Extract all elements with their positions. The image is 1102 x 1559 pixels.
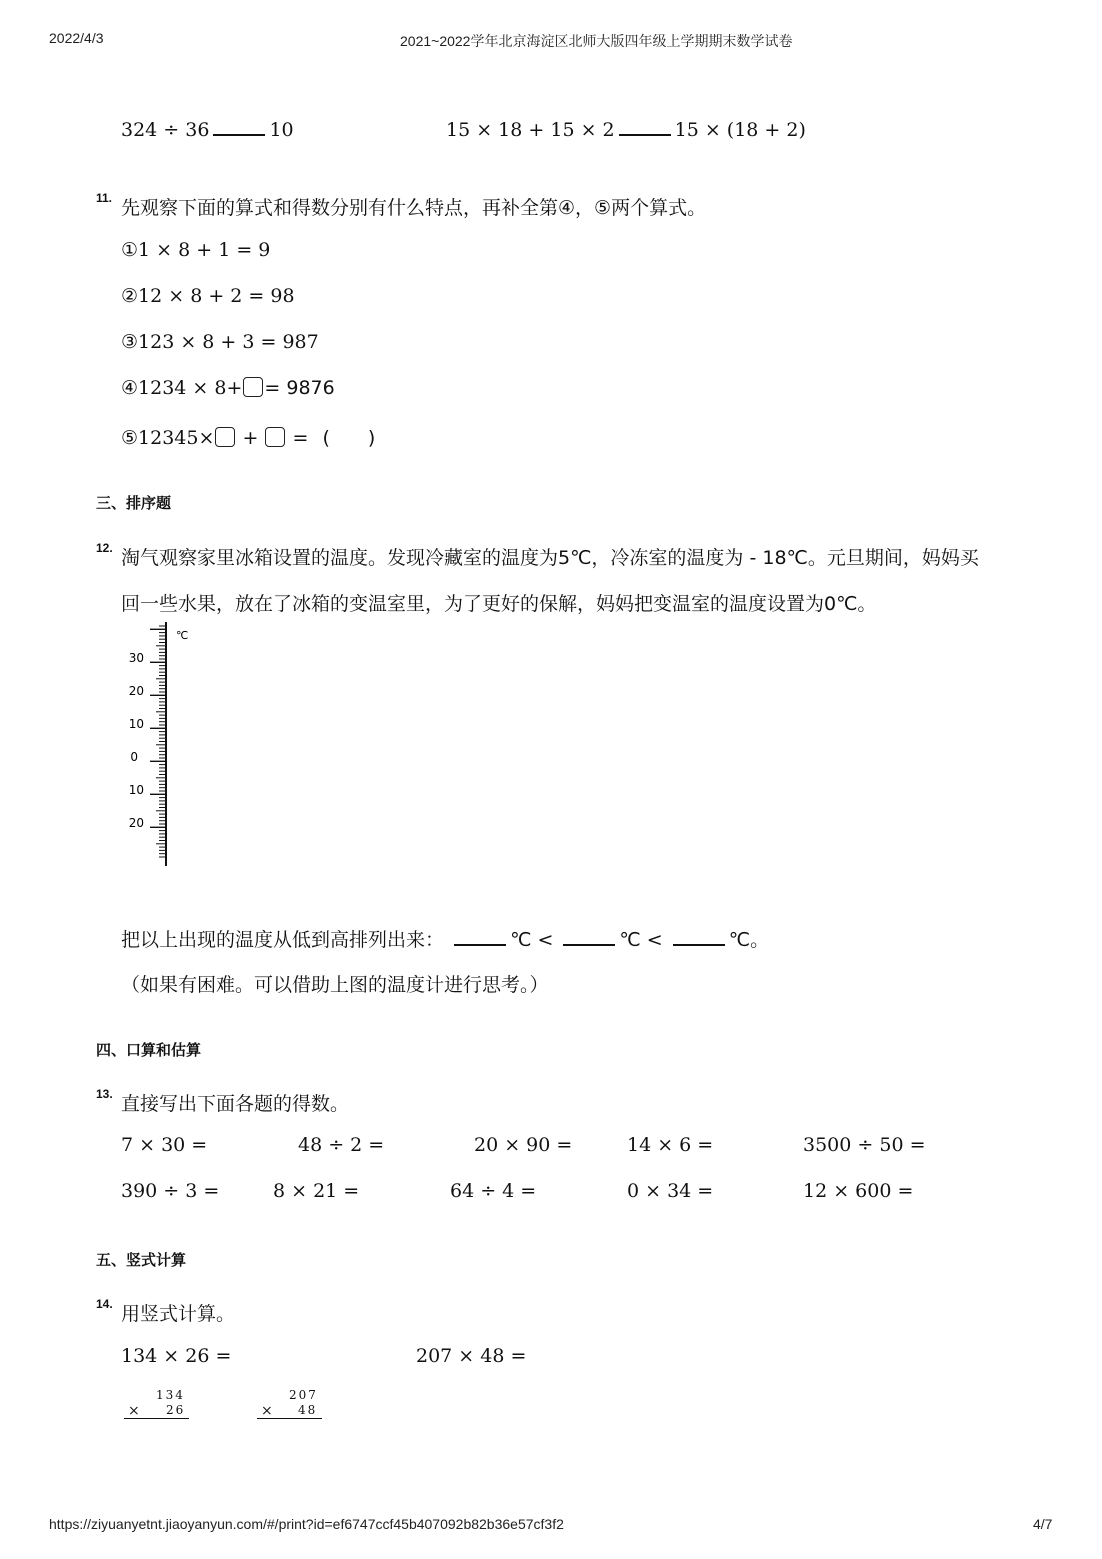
unit-less-than: ℃ <	[510, 929, 554, 951]
section-title-3: 三、排序题	[96, 494, 172, 512]
answer-blank[interactable]	[563, 926, 615, 946]
vertical-calc-2-top: 207	[289, 1388, 318, 1402]
thermometer-label: 10	[128, 783, 144, 797]
q12-order-line	[121, 925, 769, 952]
answer-box[interactable]	[243, 377, 263, 397]
vertical-calc-1-top: 134	[156, 1388, 185, 1402]
compare-right-value: 15 × (18 + 2)	[674, 119, 806, 141]
q14-expr-1: 134 × 26 =	[121, 1345, 232, 1367]
thermometer-label: 30	[128, 651, 144, 665]
answer-blank[interactable]	[673, 926, 725, 946]
question-number-12: 12.	[96, 541, 113, 555]
thermometer-scale	[118, 620, 208, 870]
compare-right	[446, 116, 806, 141]
q13-item: 8 × 21 =	[273, 1180, 360, 1202]
q13-item: 20 × 90 =	[474, 1134, 573, 1156]
thermometer-label: 10	[128, 717, 144, 731]
q13-item: 0 × 34 =	[627, 1180, 714, 1202]
footer-url: https://ziyuanyetnt.jiaoyanyun.com/#/print?id=ef6747ccf45b407092b82b36e57cf3f2	[49, 1516, 564, 1532]
question-12-prompt-line-2: 回一些水果，放在了冰箱的变温室里，为了更好的保解，妈妈把变温室的温度设置为0℃。	[121, 593, 877, 615]
compare-left	[121, 116, 294, 141]
vertical-calc-2-bottom: 48	[298, 1403, 318, 1417]
q13-item: 7 × 30 =	[121, 1134, 208, 1156]
q13-item: 14 × 6 =	[627, 1134, 714, 1156]
q12-hint: （如果有困难。可以借助上图的温度计进行思考。）	[121, 974, 549, 996]
section-title-5: 五、竖式计算	[96, 1251, 187, 1269]
print-date: 2022/4/3	[49, 30, 104, 46]
unit-end: ℃。	[728, 929, 770, 951]
question-number-13: 13.	[96, 1087, 113, 1101]
vertical-calc-2-operator: ×	[261, 1403, 275, 1419]
thermometer-label: 0	[130, 750, 138, 764]
question-number-14: 14.	[96, 1297, 113, 1311]
answer-parentheses[interactable]: ( )	[322, 427, 376, 449]
q13-item: 390 ÷ 3 =	[121, 1180, 220, 1202]
q13-item: 64 ÷ 4 =	[450, 1180, 537, 1202]
question-11-prompt: 先观察下面的算式和得数分别有什么特点，再补全第④，⑤两个算式。	[121, 197, 707, 219]
unit-less-than: ℃ <	[619, 929, 663, 951]
thermometer-ticks	[150, 626, 166, 857]
q11-line-5-expr: ⑤12345×	[121, 427, 215, 449]
compare-left-expr: 324 ÷ 36	[121, 119, 210, 141]
q13-item: 12 × 600 =	[803, 1180, 914, 1202]
page-number: 4/7	[1033, 1516, 1053, 1532]
thermometer-unit: ℃	[176, 629, 189, 642]
answer-box[interactable]	[265, 427, 285, 447]
q11-line-1: ①1 × 8 + 1 = 9	[121, 239, 271, 261]
compare-right-expr: 15 × 18 + 15 × 2	[446, 119, 615, 141]
answer-box[interactable]	[215, 427, 235, 447]
q14-expr-2: 207 × 48 =	[416, 1345, 527, 1367]
q13-item: 48 ÷ 2 =	[298, 1134, 385, 1156]
q13-item: 3500 ÷ 50 =	[803, 1134, 926, 1156]
equals-sign: =	[292, 427, 309, 449]
vertical-calc-1-line	[124, 1418, 189, 1419]
answer-blank[interactable]	[454, 926, 506, 946]
q11-line-4-result: = 9876	[264, 377, 335, 399]
question-12-prompt-line-1: 淘气观察家里冰箱设置的温度。发现冷藏室的温度为5℃，冷冻室的温度为 - 18℃。元旦期间，妈妈买	[121, 547, 979, 569]
document-title: 2021~2022学年北京海淀区北师大版四年级上学期期末数学试卷	[400, 33, 793, 49]
section-title-4: 四、口算和估算	[96, 1041, 202, 1059]
compare-left-value: 10	[269, 119, 294, 141]
plus-sign: +	[242, 427, 259, 449]
compare-left-blank[interactable]	[213, 116, 265, 136]
vertical-calc-1-bottom: 26	[166, 1403, 186, 1417]
q12-order-prefix: 把以上出现的温度从低到高排列出来：	[121, 929, 445, 951]
thermometer-label: 20	[128, 684, 144, 698]
q11-line-5	[121, 423, 375, 450]
question-number-11: 11.	[96, 191, 113, 205]
question-13-prompt: 直接写出下面各题的得数。	[121, 1093, 350, 1115]
thermometer-label: 20	[128, 816, 144, 830]
vertical-calc-1-operator: ×	[128, 1403, 142, 1419]
q11-line-4	[121, 377, 335, 399]
q11-line-4-expr: ④1234 × 8+	[121, 377, 243, 399]
question-14-prompt: 用竖式计算。	[121, 1303, 236, 1325]
vertical-calc-2-line	[257, 1418, 322, 1419]
q11-line-3: ③123 × 8 + 3 = 987	[121, 331, 319, 353]
compare-right-blank[interactable]	[619, 116, 671, 136]
q11-line-2: ②12 × 8 + 2 = 98	[121, 285, 295, 307]
